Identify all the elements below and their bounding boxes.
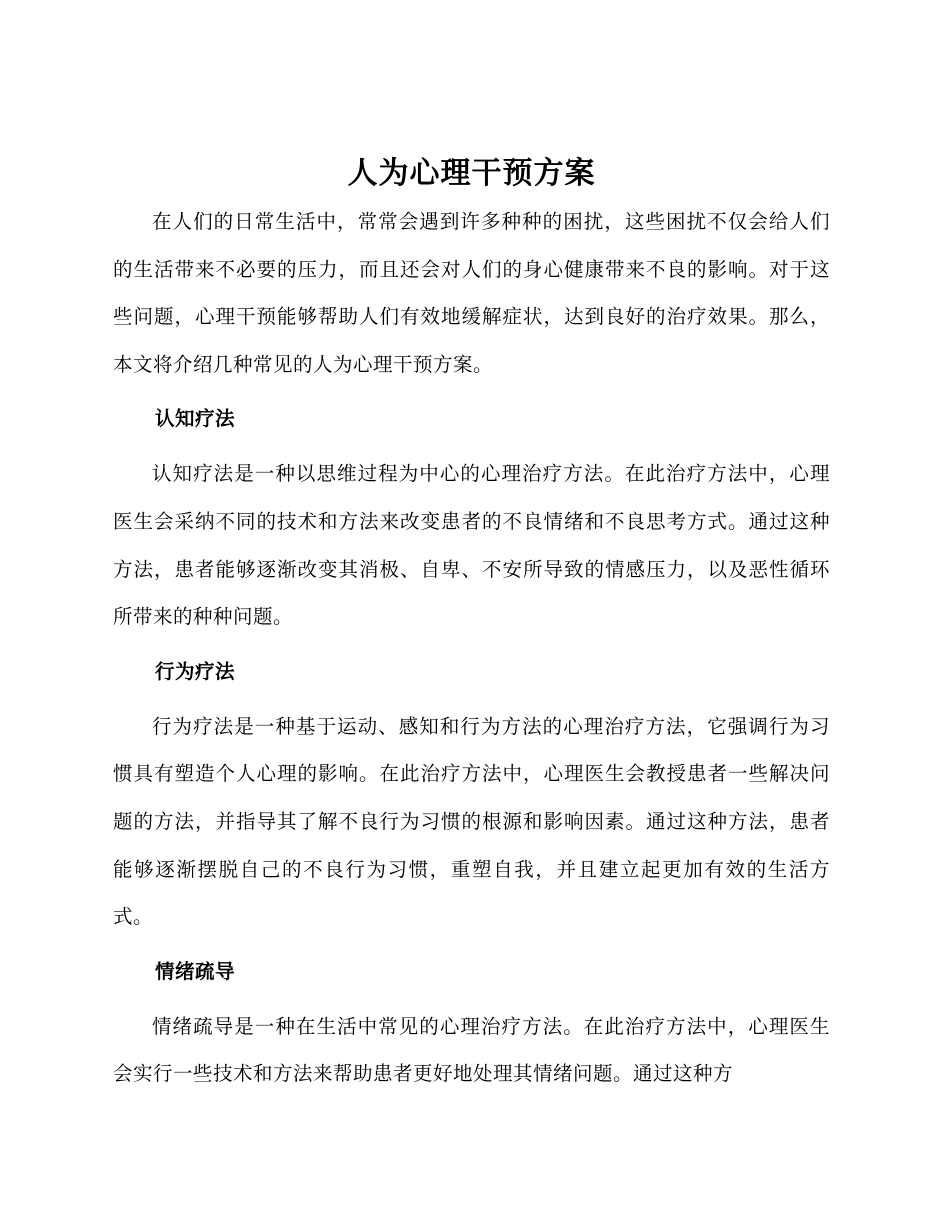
section-body-behavior-therapy: 行为疗法是一种基于运动、感知和行为方法的心理治疗方法，它强调行为习惯具有塑造个人心理的影响。在此治疗方法中，心理医生会教授患者一些解决问题的方法，并指导其了解不良行为习惯的根源和影响因素。通过这种方法，患者能够逐渐摆脱自己的不良行为习惯，重塑自我，并且建立起更加有效的生活方式。 — [113, 714, 830, 929]
document-title: 人为心理干预方案 — [347, 156, 596, 191]
section-heading-emotion-guidance: 情绪疏导 — [155, 959, 236, 983]
document-content — [113, 150, 830, 1098]
section-body-emotion-guidance: 情绪疏导是一种在生活中常见的心理治疗方法。在此治疗方法中，心理医生会实行一些技术和方法来帮助患者更好地处理其情绪问题。通过这种方 — [113, 1014, 830, 1086]
section-body-cognitive-therapy: 认知疗法是一种以思维过程为中心的心理治疗方法。在此治疗方法中，心理医生会采纳不同的技术和方法来改变患者的不良情绪和不良思考方式。通过这种方法，患者能够逐渐改变其消极、自卑、不安所导致的情感压力，以及恶性循环所带来的种种问题。 — [113, 462, 830, 629]
section-heading-behavior-therapy: 行为疗法 — [155, 659, 236, 683]
intro-paragraph: 在人们的日常生活中，常常会遇到许多种种的困扰，这些困扰不仅会给人们的生活带来不必要的压力，而且还会对人们的身心健康带来不良的影响。对于这些问题，心理干预能够帮助人们有效地缓解症状，达到良好的治疗效果。那么，本文将介绍几种常见的人为心理干预方案。 — [113, 210, 830, 376]
section-heading-cognitive-therapy: 认知疗法 — [155, 407, 236, 431]
